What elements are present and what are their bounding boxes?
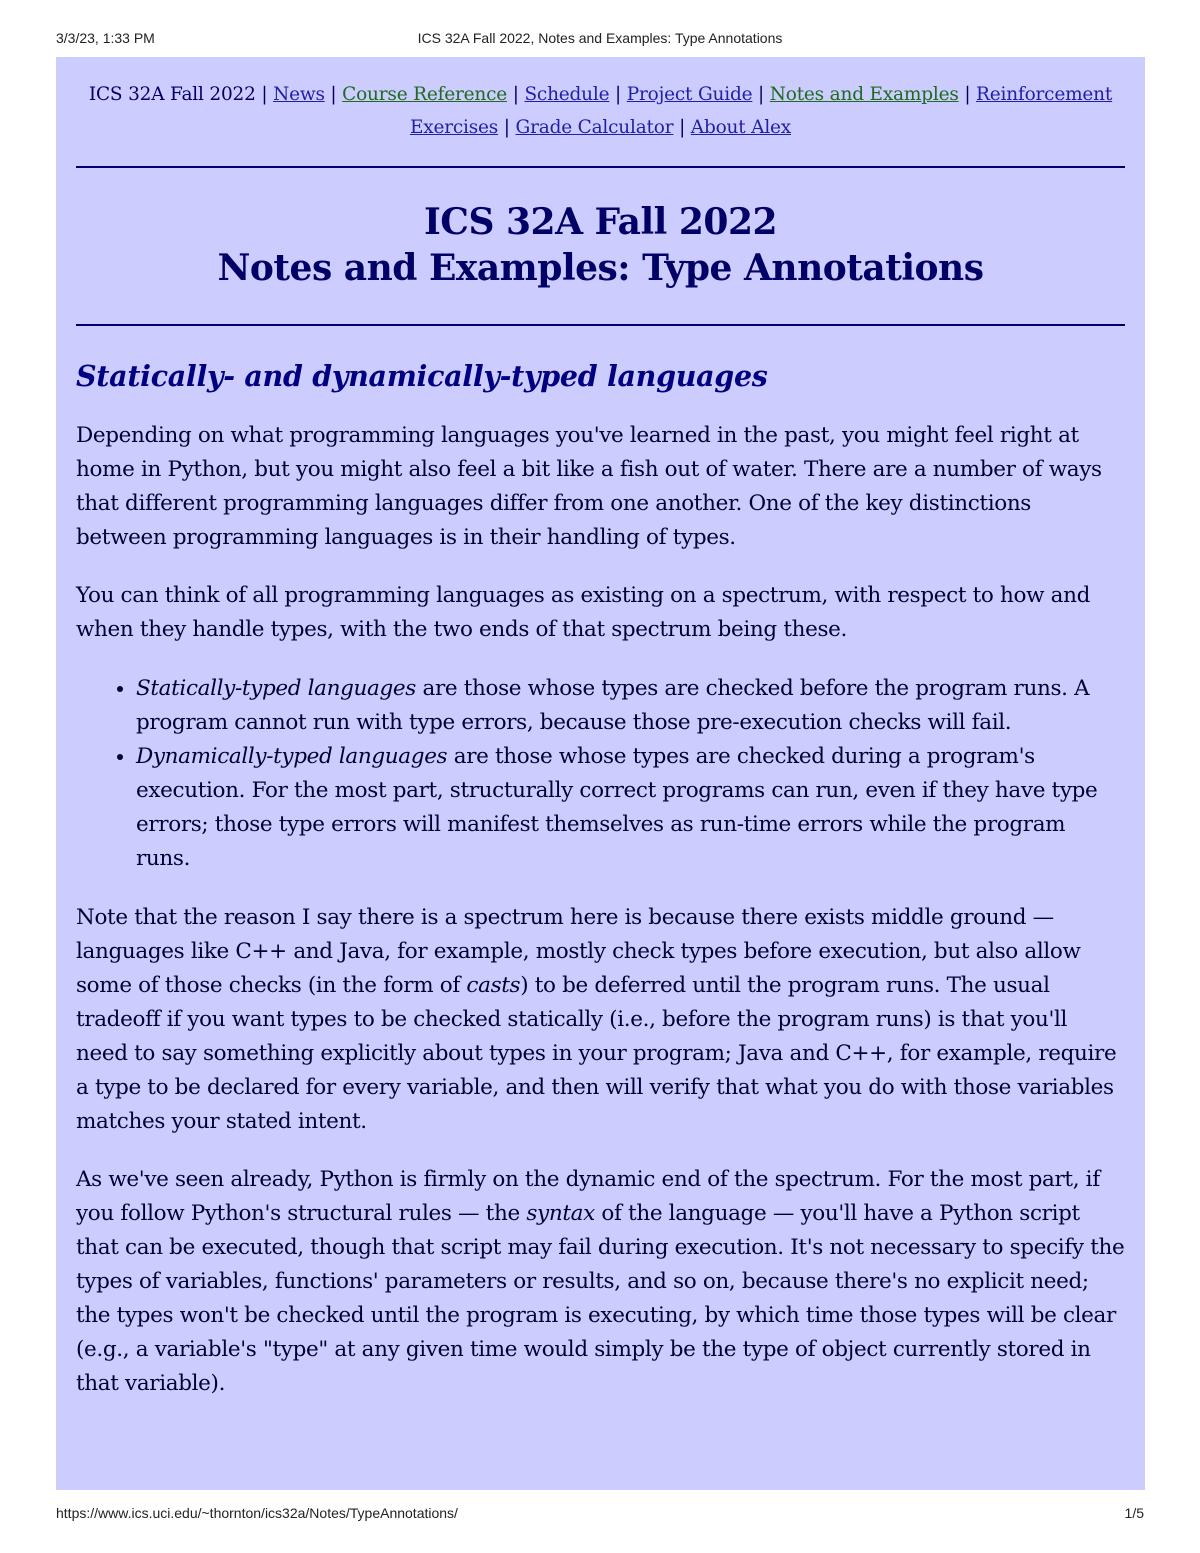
nav-link-about-alex[interactable]: About Alex <box>690 117 792 138</box>
nav-link-project-guide[interactable]: Project Guide <box>626 84 753 105</box>
print-url: https://www.ics.uci.edu/~thornton/ics32a/Notes/TypeAnnotations/ <box>56 1505 458 1521</box>
page-number: 1/5 <box>1124 1505 1144 1521</box>
nav-link-reinforcement-exercises[interactable]: Reinforcement Exercises <box>409 84 1113 138</box>
page-title <box>76 199 1125 291</box>
list-item-dynamic: • Dynamically-typed languages are those whose types are checked during a program's execution. For the most part, structurally correct programs can run, even if they have type errors; those type errors will manifest themselves as run-time errors while the program runs. <box>136 740 1125 876</box>
term-static: Statically-typed languages <box>136 676 416 701</box>
print-header <box>56 30 1144 50</box>
paragraph-spectrum: You can think of all programming languages as existing on a spectrum, with respect to how and when they handle types, with the two ends of that spectrum being these. <box>76 583 1090 642</box>
nav-link-schedule[interactable]: Schedule <box>524 84 610 105</box>
divider-bottom <box>76 324 1125 326</box>
nav-site-name: ICS 32A Fall 2022 <box>88 84 256 105</box>
paragraph-intro: Depending on what programming languages you've learned in the past, you might feel right at home in Python, but you might also feel a bit like a fish out of water. There are a number of ways that different programming languages differ from one another. One of the key distinctions between programming languages is in their handling of types. <box>76 423 1102 550</box>
page-title-topic: Notes and Examples: Type Annotations <box>217 247 984 289</box>
nav-link-notes-and-examples[interactable]: Notes and Examples <box>769 84 959 105</box>
print-doc-title: ICS 32A Fall 2022, Notes and Examples: Type Annotations <box>417 30 783 46</box>
divider-top <box>76 166 1125 168</box>
nav-link-grade-calculator[interactable]: Grade Calculator <box>515 117 674 138</box>
nav-link-news[interactable]: News <box>273 84 325 105</box>
paragraph-python-dynamic: As we've seen already, Python is firmly on the dynamic end of the spectrum. For the most part, if you follow Python's structural rules — the syntax of the language — you'll have a Python script that can be executed, though that script may fail during execution. It's not necessary to specify the types of variables, functions' parameters or results, and so on, because there's no explicit need; the types won't be checked until the program is executing, by which time those types will be clear (e.g., a variable's "type" at any given time would simply be the type of object currently stored in that variable). <box>76 1167 1125 1396</box>
section-heading: Statically- and dynamically-typed languages <box>76 359 768 393</box>
page-title-course: ICS 32A Fall 2022 <box>423 201 778 243</box>
site-navbar: ICS 32A Fall 2022 | News | Course Reference | Schedule | Project Guide | Notes and Examples | Reinforcement Exercises | Grade Calculator | About Alex <box>88 84 1113 138</box>
print-date: 3/3/23, 1:33 PM <box>56 30 155 46</box>
term-dynamic: Dynamically-typed languages <box>136 744 448 769</box>
paragraph-middle-ground: Note that the reason I say there is a spectrum here is because there exists middle ground — languages like C++ and Java, for example, mostly check types before execution, but also allow some of those checks (in the form of casts) to be deferred until the program runs. The usual tradeoff if you want types to be checked statically (i.e., before the program runs) is that you'll need to say something explicitly about types in your program; Java and C++, for example, require a type to be declared for every variable, and then will verify that what you do with those variables matches your stated intent. <box>76 905 1117 1134</box>
list-item-static: • Statically-typed languages are those whose types are checked before the program runs. A program cannot run with type errors, because those pre-execution checks will fail. <box>136 672 1125 740</box>
page-content <box>56 57 1145 1490</box>
typing-list <box>76 672 1125 876</box>
nav-link-course-reference[interactable]: Course Reference <box>342 84 508 105</box>
print-footer <box>56 1505 1144 1525</box>
